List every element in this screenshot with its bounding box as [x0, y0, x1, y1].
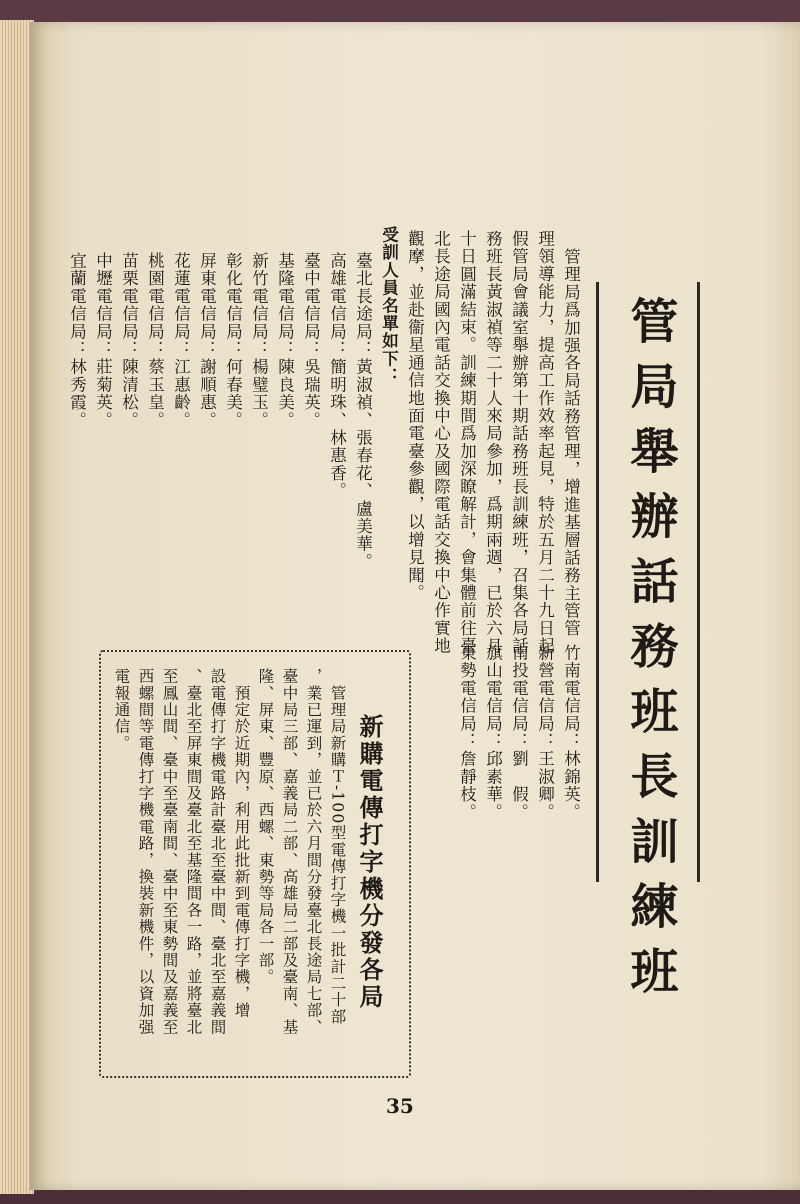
- list-item: 彰化電信局：何春美。: [223, 252, 243, 429]
- list-item: 宜蘭電信局：林秀霞。: [67, 252, 87, 429]
- paragraph-line: 北長途局國內電話交換中心及國際電話交換中心作實地: [431, 230, 451, 655]
- paragraph-line: 觀摩，並赴衞星通信地面電臺參觀，以增見聞。: [405, 230, 425, 602]
- list-item: 東勢電信局：詹靜枝。: [457, 644, 477, 821]
- paragraph-line: 管理局爲加强各局話務管理，增進基層話務主管管: [561, 248, 581, 638]
- article-line: ，業已運到，並已於六月間分發臺北長途局七部、: [304, 668, 323, 1036]
- paragraph-line: 理領導能力，提高工作效率起見，特於五月二十九日起: [535, 230, 555, 655]
- list-item: 南投電信局：劉 假。: [509, 644, 529, 821]
- article-title: 管局舉辦話務班長訓練班: [622, 296, 678, 1011]
- article-line: 預定於近期內，利用此批新到電傳打字機，增: [232, 668, 251, 1019]
- list-item: 竹南電信局：林錦英。: [561, 644, 581, 821]
- list-item: 基隆電信局：陳良美。: [275, 252, 295, 429]
- article-subtitle: 新購電傳打字機分發各局: [355, 714, 384, 1011]
- list-heading: 受訓人員名單如下：: [379, 226, 399, 386]
- list-item: 花蓮電信局：江惠齡。: [171, 252, 191, 429]
- article-line: 電報通信。: [112, 668, 131, 752]
- article-line: 臺中局三部、嘉義局二部、高雄局二部及臺南、基: [280, 668, 299, 1036]
- article-line: 隆、屏東、豐原、西螺、東勢等局各一部。: [256, 668, 275, 986]
- paragraph-line: 務班長黃淑禎等二十人來局參加，爲期兩週，已於六月: [483, 230, 503, 655]
- list-item: 桃園電信局：蔡玉皇。: [145, 252, 165, 429]
- list-item: 苗栗電信局：陳清松。: [119, 252, 139, 429]
- list-item: 新營電信局：王淑卿。: [535, 644, 555, 821]
- list-item: 臺北長途局：黃淑禎、張春花、盧美華。: [353, 252, 373, 571]
- list-item: 旗山電信局：邱素華。: [483, 644, 503, 821]
- list-item: 屏東電信局：謝順惠。: [197, 252, 217, 429]
- paragraph-line: 十日圓滿結束。訓練期間爲加深瞭解計，會集體前往臺: [457, 230, 477, 655]
- paragraph-line: 假管局會議室舉辦第十期話務班長訓練班，召集各局話: [509, 230, 529, 655]
- list-item: 臺中電信局：吳瑞英。: [301, 252, 321, 429]
- article-line: 西螺間等電傳打字機電路，換裝新機件，以資加强: [136, 668, 155, 1036]
- article-line: 設電傳打字機電路計臺北至臺中間、臺北至嘉義間: [208, 668, 227, 1036]
- page-edges: [0, 20, 34, 1194]
- page-number: 35: [386, 1094, 414, 1118]
- list-item: 中壢電信局：莊菊英。: [93, 252, 113, 429]
- list-item: 新竹電信局：楊璧玉。: [249, 252, 269, 429]
- article-line: 管理局新購Ｔ-100型電傳打字機一批計二十部: [328, 668, 347, 1025]
- article-line: 、臺北至屏東間及臺北至基隆間各一路，並將臺北: [184, 668, 203, 1036]
- list-item: 高雄電信局：簡明珠、林惠香。: [327, 252, 347, 500]
- article-line: 至鳳山間、臺中至臺南間、臺中至東勢間及嘉義至: [160, 668, 179, 1036]
